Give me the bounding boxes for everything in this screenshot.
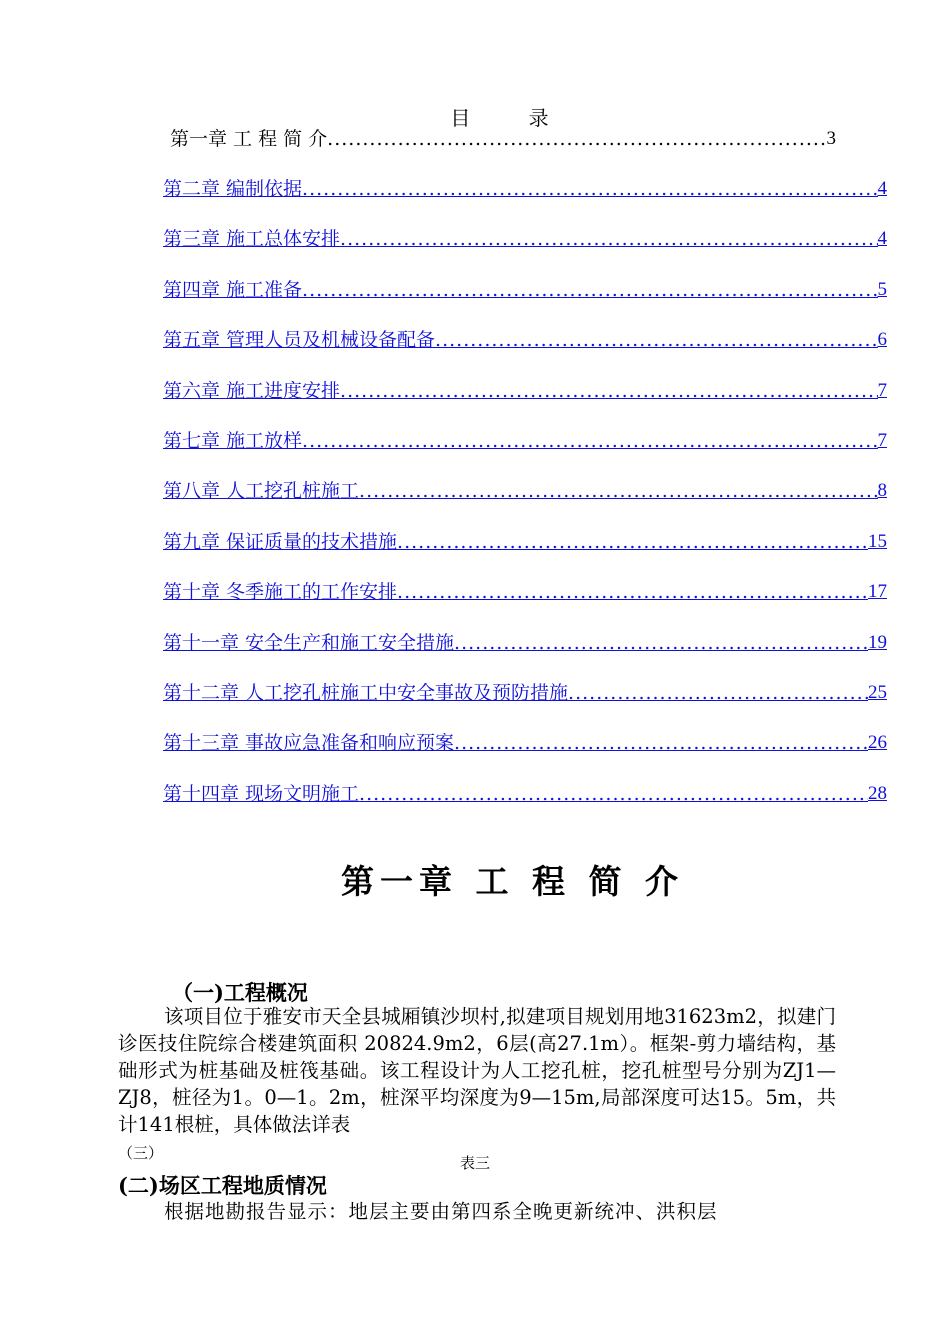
toc-entry-page: 26 <box>868 732 887 753</box>
toc-entry-page: 28 <box>868 783 887 804</box>
toc-leader-dots <box>359 478 877 504</box>
toc-title: 目 录 <box>450 106 575 130</box>
toc-entry-label: 第一章 工 程 简 介 <box>170 128 328 150</box>
toc-leader-dots <box>435 327 877 353</box>
toc-entry-page: 7 <box>877 430 887 451</box>
toc-entry-label: 第八章 人工挖孔桩施工 <box>163 480 360 502</box>
toc-leader-dots <box>397 579 868 605</box>
toc-entry-link[interactable] <box>163 730 887 756</box>
overview-text: 该项目位于雅安市天全县城厢镇沙坝村,拟建项目规划用地31623m2，拟建门诊医技住院综合楼建筑面积 20824.9m2，6层(高27.1m）。框架-剪力墙结构，基础形式为桩基础及桩筏基础。该工程设计为人工挖孔桩，挖孔桩型号分别为ZJ1—ZJ8，桩径为1。0—1。2m，桩深平均深度为9—15m,局部深度可达15。5m，共计141根桩，具体做法详表 <box>118 1005 836 1136</box>
toc-leader-dots <box>454 630 868 656</box>
toc-entry-label: 第十一章 安全生产和施工安全措施 <box>163 632 455 654</box>
toc-entry-label: 第四章 施工准备 <box>163 279 303 301</box>
toc-entry-label: 第十三章 事故应急准备和响应预案 <box>163 732 455 754</box>
toc-entry-link[interactable] <box>163 579 887 605</box>
toc-entry-label: 第三章 施工总体安排 <box>163 228 341 250</box>
toc-leader-dots <box>397 529 868 555</box>
section-heading-overview: （一)工程概况 <box>172 980 308 1005</box>
overview-table-ref: （三） <box>118 1144 164 1162</box>
toc-entry-label: 第九章 保证质量的技术措施 <box>163 531 398 553</box>
toc-entry-link[interactable] <box>163 630 887 656</box>
toc-entry-label: 第七章 施工放样 <box>163 430 303 452</box>
toc-entry-page: 8 <box>877 480 887 501</box>
toc-entry-link[interactable] <box>163 428 887 454</box>
toc-entry-link[interactable] <box>163 529 887 555</box>
toc-entry-page: 4 <box>877 228 887 249</box>
toc-entry-link[interactable] <box>163 378 887 404</box>
toc-entry-link[interactable] <box>163 781 887 807</box>
overview-paragraph <box>118 1003 836 1167</box>
toc-entry-link[interactable] <box>163 327 887 353</box>
chapter-title: 第一章 工 程 简 介 <box>341 862 684 901</box>
toc-leader-dots <box>359 781 868 807</box>
toc-leader-dots <box>302 428 877 454</box>
toc-entry-label: 第十四章 现场文明施工 <box>163 783 360 805</box>
toc-entry-label: 第十章 冬季施工的工作安排 <box>163 581 398 603</box>
table-caption: 表三 <box>459 1154 490 1172</box>
toc-entry-page: 19 <box>868 632 887 653</box>
geology-paragraph: 根据地勘报告显示：地层主要由第四系全晚更新统冲、洪积层 <box>164 1200 718 1223</box>
toc-entry-page: 4 <box>877 178 887 199</box>
toc-entry-link[interactable] <box>163 277 887 303</box>
toc-entry-link[interactable] <box>163 478 887 504</box>
toc-entry-label: 第二章 编制依据 <box>163 178 303 200</box>
toc-entry-page: 6 <box>877 329 887 350</box>
toc-leader-dots <box>327 126 826 152</box>
toc-entry-page: 17 <box>868 581 887 602</box>
toc-entry-page: 7 <box>877 380 887 401</box>
toc-leader-dots <box>302 176 877 202</box>
toc-leader-dots <box>568 680 868 706</box>
toc-entry-link[interactable] <box>163 680 887 706</box>
toc-leader-dots <box>340 378 877 404</box>
toc-entry-label: 第六章 施工进度安排 <box>163 380 341 402</box>
toc-entry-link[interactable] <box>163 226 887 252</box>
toc-entry-link[interactable] <box>163 176 887 202</box>
section-heading-geology: (二)场区工程地质情况 <box>118 1173 327 1198</box>
toc-entry-page: 25 <box>868 682 887 703</box>
toc-entry-page: 5 <box>877 279 887 300</box>
toc-entry-chapter-1 <box>170 126 836 152</box>
toc-leader-dots <box>454 730 868 756</box>
toc-entry-page: 15 <box>868 531 887 552</box>
toc-entry-page: 3 <box>826 128 836 149</box>
toc-entry-label: 第五章 管理人员及机械设备配备 <box>163 329 436 351</box>
toc-entry-label: 第十二章 人工挖孔桩施工中安全事故及预防措施 <box>163 682 569 704</box>
toc-leader-dots <box>302 277 877 303</box>
toc-leader-dots <box>340 226 877 252</box>
